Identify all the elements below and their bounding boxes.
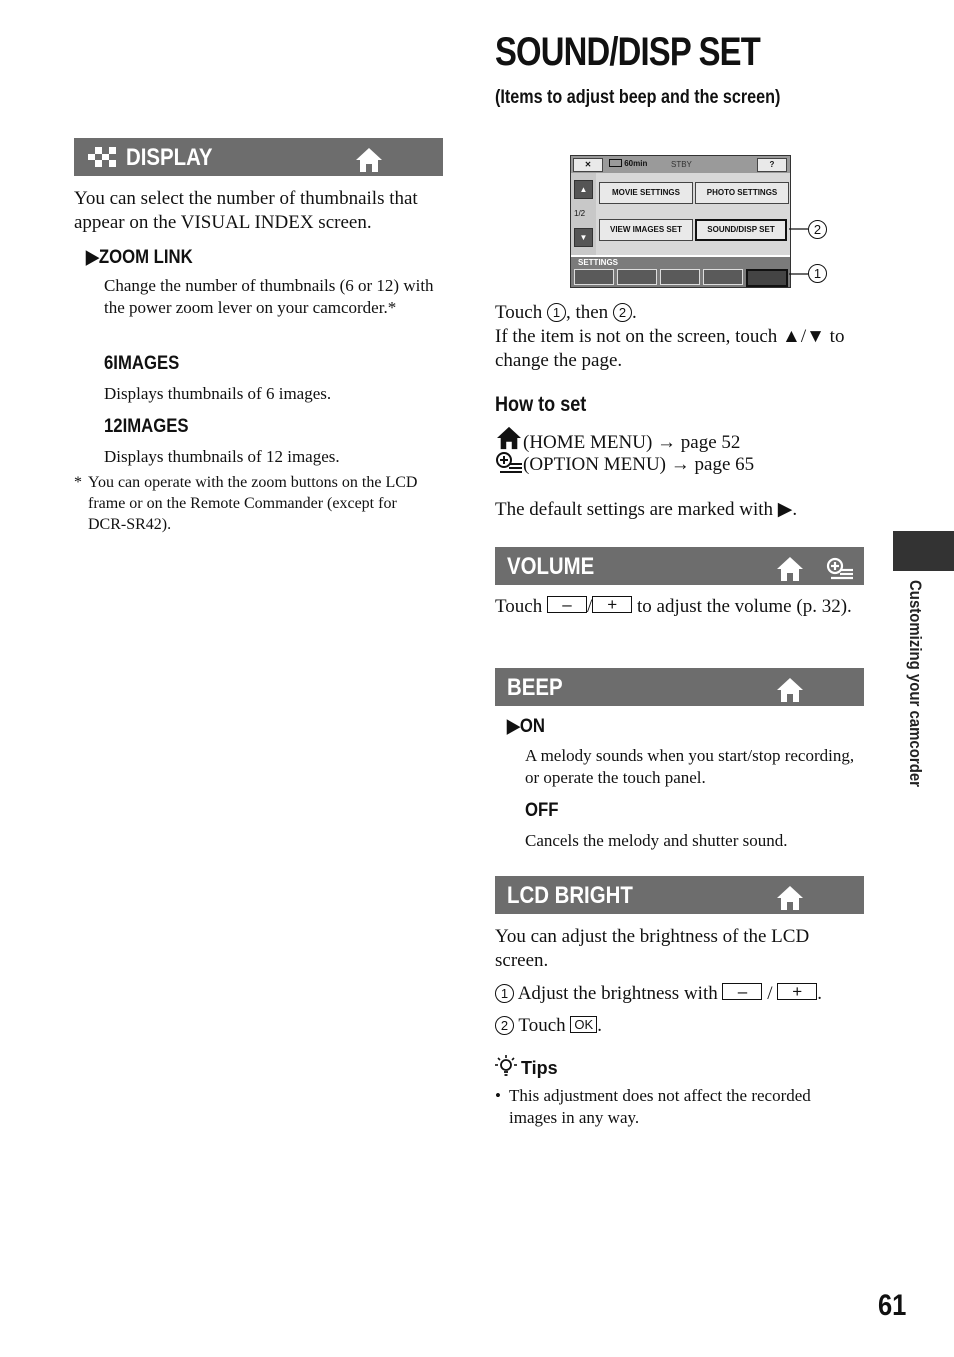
option-description: Displays thumbnails of 6 images. <box>104 384 332 403</box>
page-change-instruction: If the item is not on the screen, touch ▲/▼ to change the page. <box>495 326 845 371</box>
minus-key: – <box>547 596 587 613</box>
display-footnote: You can operate with the zoom buttons on the LCD frame or on the Remote Commander (except for DCR-SR42). <box>88 474 418 533</box>
display-option-zoom-link <box>86 246 446 269</box>
menu-screen-illustration <box>570 155 791 288</box>
footnote-mark: * <box>74 474 82 491</box>
option-title: 6IMAGES <box>104 353 180 374</box>
lcd-bright-intro: You can adjust the brightness of the LCD screen. <box>495 926 810 971</box>
screen-sound-disp-set-button: SOUND/DISP SET <box>695 219 787 241</box>
home-icon <box>776 677 804 703</box>
screen-settings-label: SETTINGS <box>578 258 619 267</box>
lcd-bright-section-bar <box>495 876 864 914</box>
screen-page-up-button: ▲ <box>574 180 593 199</box>
home-icon <box>355 147 383 173</box>
battery-indicator: 60min <box>609 159 647 168</box>
volume-section-bar <box>495 547 864 585</box>
lightbulb-icon <box>495 1054 517 1078</box>
default-setting-note: The default settings are marked with ▶. <box>495 499 798 520</box>
screen-movie-settings-button: MOVIE SETTINGS <box>599 182 693 204</box>
settings-tab-icon <box>746 269 788 287</box>
page-number: 61 <box>878 1289 907 1322</box>
option-title: 12IMAGES <box>104 416 189 437</box>
volume-text: Touch – / + to adjust the volume (p. 32). <box>495 595 852 617</box>
page-subtitle: (Items to adjust beep and the screen) <box>495 87 781 108</box>
screen-close-button: ✕ <box>573 158 603 172</box>
chapter-side-label: Customizing your camcorder <box>906 580 925 787</box>
ok-key: OK <box>570 1016 597 1033</box>
touch-instruction: Touch 1 , then 2 . <box>495 302 637 323</box>
volume-bar-label: VOLUME <box>507 553 595 580</box>
home-icon <box>495 426 523 450</box>
step-2-badge: 2 <box>495 1016 514 1035</box>
option-description: A melody sounds when you start/stop recording, or operate the touch panel. <box>525 746 855 787</box>
tips-heading: Tips <box>495 1054 558 1079</box>
option-description: Cancels the melody and shutter sound. <box>525 831 788 850</box>
chapter-tab-marker <box>893 531 954 571</box>
list-tab-icon <box>660 269 700 285</box>
screen-status: STBY <box>671 160 692 169</box>
how-to-set-heading: How to set <box>495 393 587 416</box>
connect-tab-icon <box>703 269 743 285</box>
screen-view-images-set-button: VIEW IMAGES SET <box>599 219 693 241</box>
option-menu-icon <box>495 451 523 473</box>
step-1-badge: 1 <box>495 984 514 1003</box>
battery-icon <box>609 159 622 167</box>
beep-bar-label: BEEP <box>507 674 563 701</box>
display-option-6images <box>104 353 190 375</box>
display-section-bar <box>74 138 443 176</box>
callout-2: 2 <box>808 220 827 239</box>
lcd-bright-step-1: 1 Adjust the brightness with – / + . <box>495 982 875 1006</box>
screen-help-button: ? <box>757 158 787 172</box>
page-title: SOUND/DISP SET <box>495 30 760 74</box>
option-menu-reference: (OPTION MENU) → page 65 <box>495 451 860 477</box>
tips-text: This adjustment does not affect the recorded images in any way. <box>509 1086 811 1127</box>
step-2-badge: 2 <box>613 303 632 322</box>
screen-page-indicator: 1/2 <box>574 209 586 218</box>
option-description: Displays thumbnails of 12 images. <box>104 447 340 466</box>
step-1-badge: 1 <box>547 303 566 322</box>
beep-section-bar <box>495 668 864 706</box>
tips-bullet: • <box>495 1086 501 1105</box>
option-title: OFF <box>525 800 559 821</box>
screen-settings-bar <box>571 257 790 287</box>
play-tab-icon <box>617 269 657 285</box>
screen-page-down-button: ▼ <box>574 228 593 247</box>
display-option-12images <box>104 416 200 438</box>
option-title: ▶ZOOM LINK <box>86 247 193 268</box>
lcd-bright-bar-label: LCD BRIGHT <box>507 882 633 909</box>
option-description: Change the number of thumbnails (6 or 12) with the power zoom lever on your camcorder.* <box>104 276 434 317</box>
beep-option-off <box>525 800 563 822</box>
home-icon <box>776 885 804 911</box>
lcd-bright-step-2: 2 Touch OK . <box>495 1014 860 1038</box>
display-intro: You can select the number of thumbnails that appear on the VISUAL INDEX screen. <box>74 188 418 233</box>
callout-1: 1 <box>808 264 827 283</box>
option-title: ▶ON <box>507 716 545 737</box>
display-bar-label: DISPLAY <box>126 144 213 171</box>
plus-key: + <box>592 596 632 613</box>
beep-option-on <box>507 715 550 738</box>
screen-photo-settings-button: PHOTO SETTINGS <box>695 182 789 204</box>
option-menu-icon <box>826 556 854 580</box>
home-icon <box>776 556 804 582</box>
thumbnail-grid-icon <box>88 147 116 167</box>
movie-tab-icon <box>574 269 614 285</box>
home-menu-reference: (HOME MENU) → page 52 <box>495 426 860 455</box>
plus-key: + <box>777 983 817 1000</box>
minus-key: – <box>722 983 762 1000</box>
